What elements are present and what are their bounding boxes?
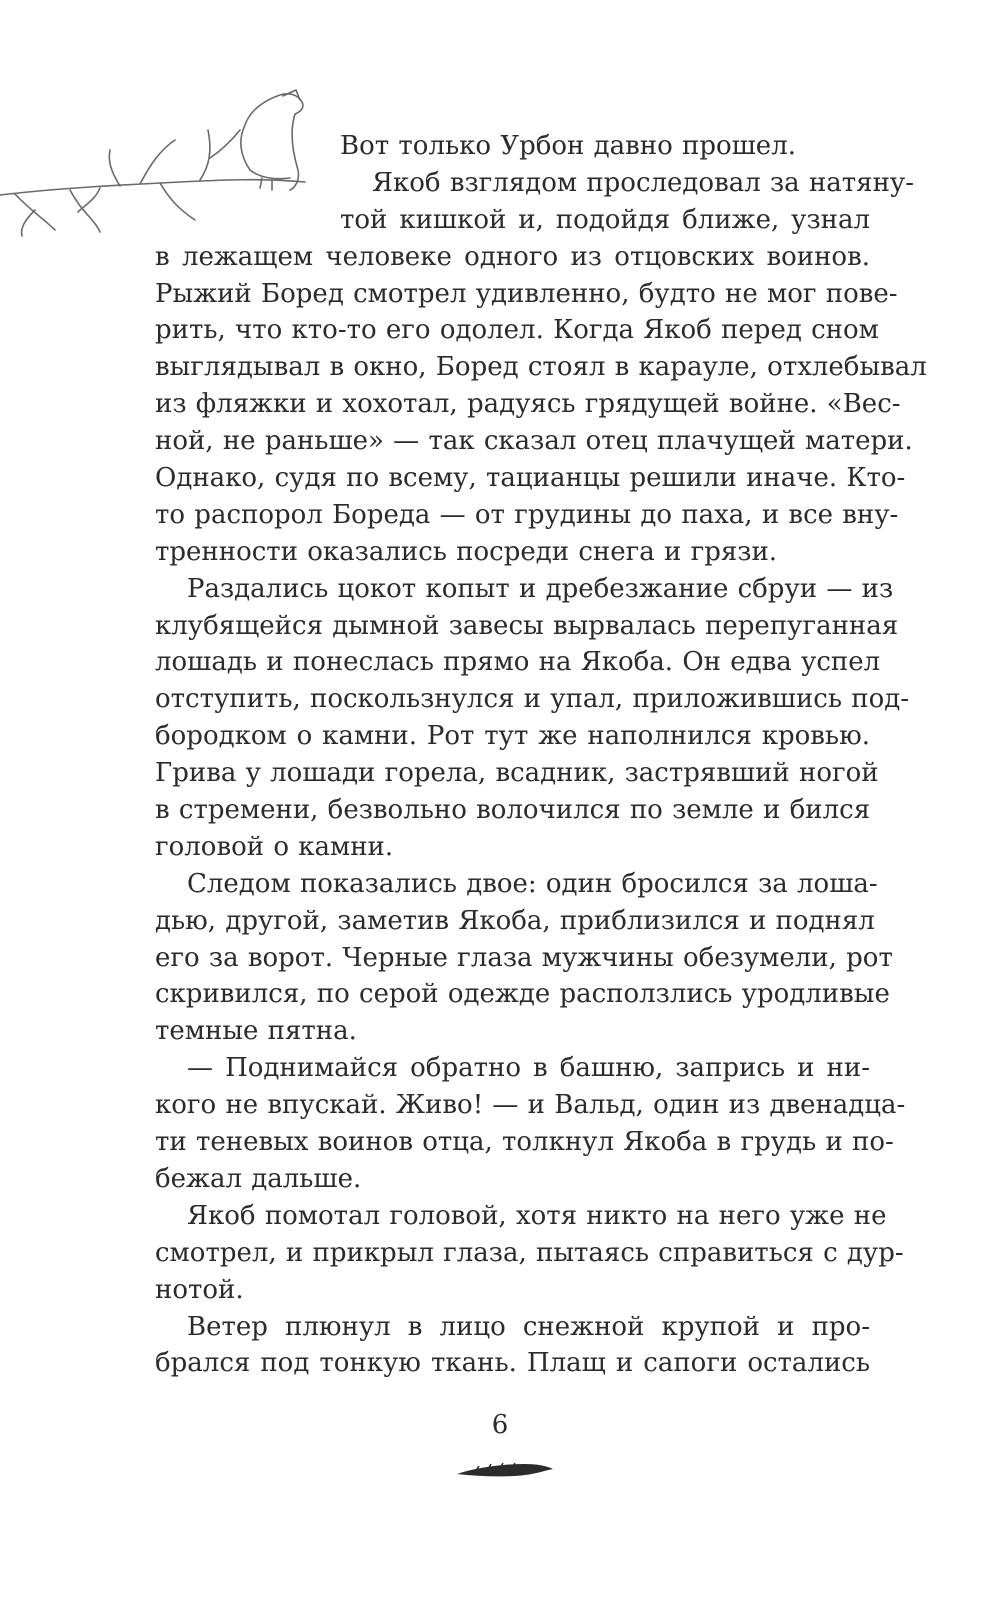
text-line: бородком о камни. Рот тут же наполнился кровью.	[155, 721, 870, 752]
text-line: тренности оказались посреди снега и грязи.	[155, 536, 778, 567]
text-line: Однако, судя по всему, тацианцы решили иначе. Кто-	[155, 463, 906, 494]
text-line: в стремени, безвольно волочился по земле и бился	[155, 795, 871, 826]
text-line: нотой.	[155, 1274, 244, 1305]
text-line: Ветер плюнул в лицо снежной крупой и про-	[187, 1311, 870, 1342]
text-line: из фляжки и хохотал, радуясь грядущей войне. «Вес-	[155, 389, 901, 420]
text-line: той кишкой и, подойдя ближе, узнал	[340, 204, 870, 235]
text-line: темные пятна.	[155, 1016, 357, 1047]
text-line: кого не впускай. Живо! — и Вальд, один из двенадца-	[155, 1090, 906, 1121]
text-line: Рыжий Боред смотрел удивленно, будто не мог пове-	[155, 278, 898, 309]
text-line: дью, другой, заметив Якоба, приблизился и поднял	[155, 905, 875, 936]
feather-icon	[455, 1458, 555, 1480]
text-line: смотрел, и прикрыл глаза, пытаясь справиться с дур-	[155, 1237, 904, 1268]
page-number: 6	[491, 1410, 509, 1440]
text-line: Вот только Урбон давно прошел.	[340, 131, 796, 161]
text-line: — Поднимайся обратно в башню, запрись и ни-	[187, 1053, 870, 1084]
text-line: ной, не раньше» — так сказал отец плачущей матери.	[155, 426, 913, 457]
text-line: скривился, по серой одежде расползлись уродливые	[155, 979, 890, 1010]
text-line: Якоб помотал головой, хотя никто на него уже не	[187, 1200, 887, 1231]
page-text	[155, 128, 927, 1382]
text-line: ти теневых воинов отца, толкнул Якоба в грудь и по-	[155, 1127, 894, 1158]
text-line: в лежащем человеке одного из отцовских воинов.	[155, 241, 870, 272]
text-line: клубящейся дымной завесы вырвалась перепуганная	[155, 610, 899, 641]
text-line: выглядывал в окно, Боред стоял в карауле, отхлебывал	[155, 352, 927, 383]
text-line: отступить, поскользнулся и упал, приложившись под-	[155, 684, 910, 715]
text-line: то распорол Бореда — от грудины до паха, и все вну-	[155, 499, 899, 530]
text-line: брался под тонкую ткань. Плащ и сапоги остались	[155, 1348, 870, 1379]
text-line: Якоб взглядом проследовал за натяну-	[372, 167, 914, 198]
text-line: лошадь и понеслась прямо на Якоба. Он едва успел	[155, 647, 881, 678]
text-line: Следом показались двое: один бросился за лоша-	[187, 868, 878, 899]
text-line: Грива у лошади горела, всадник, застрявший ногой	[155, 758, 879, 789]
text-line: его за ворот. Черные глаза мужчины обезумели, рот	[155, 942, 893, 973]
text-line: бежал дальше.	[155, 1163, 362, 1194]
text-line: головой о камни.	[155, 831, 394, 862]
text-line: Раздались цокот копыт и дребезжание сбруи — из	[187, 573, 894, 604]
text-line: рить, что кто-то его одолел. Когда Якоб перед сном	[155, 315, 879, 346]
